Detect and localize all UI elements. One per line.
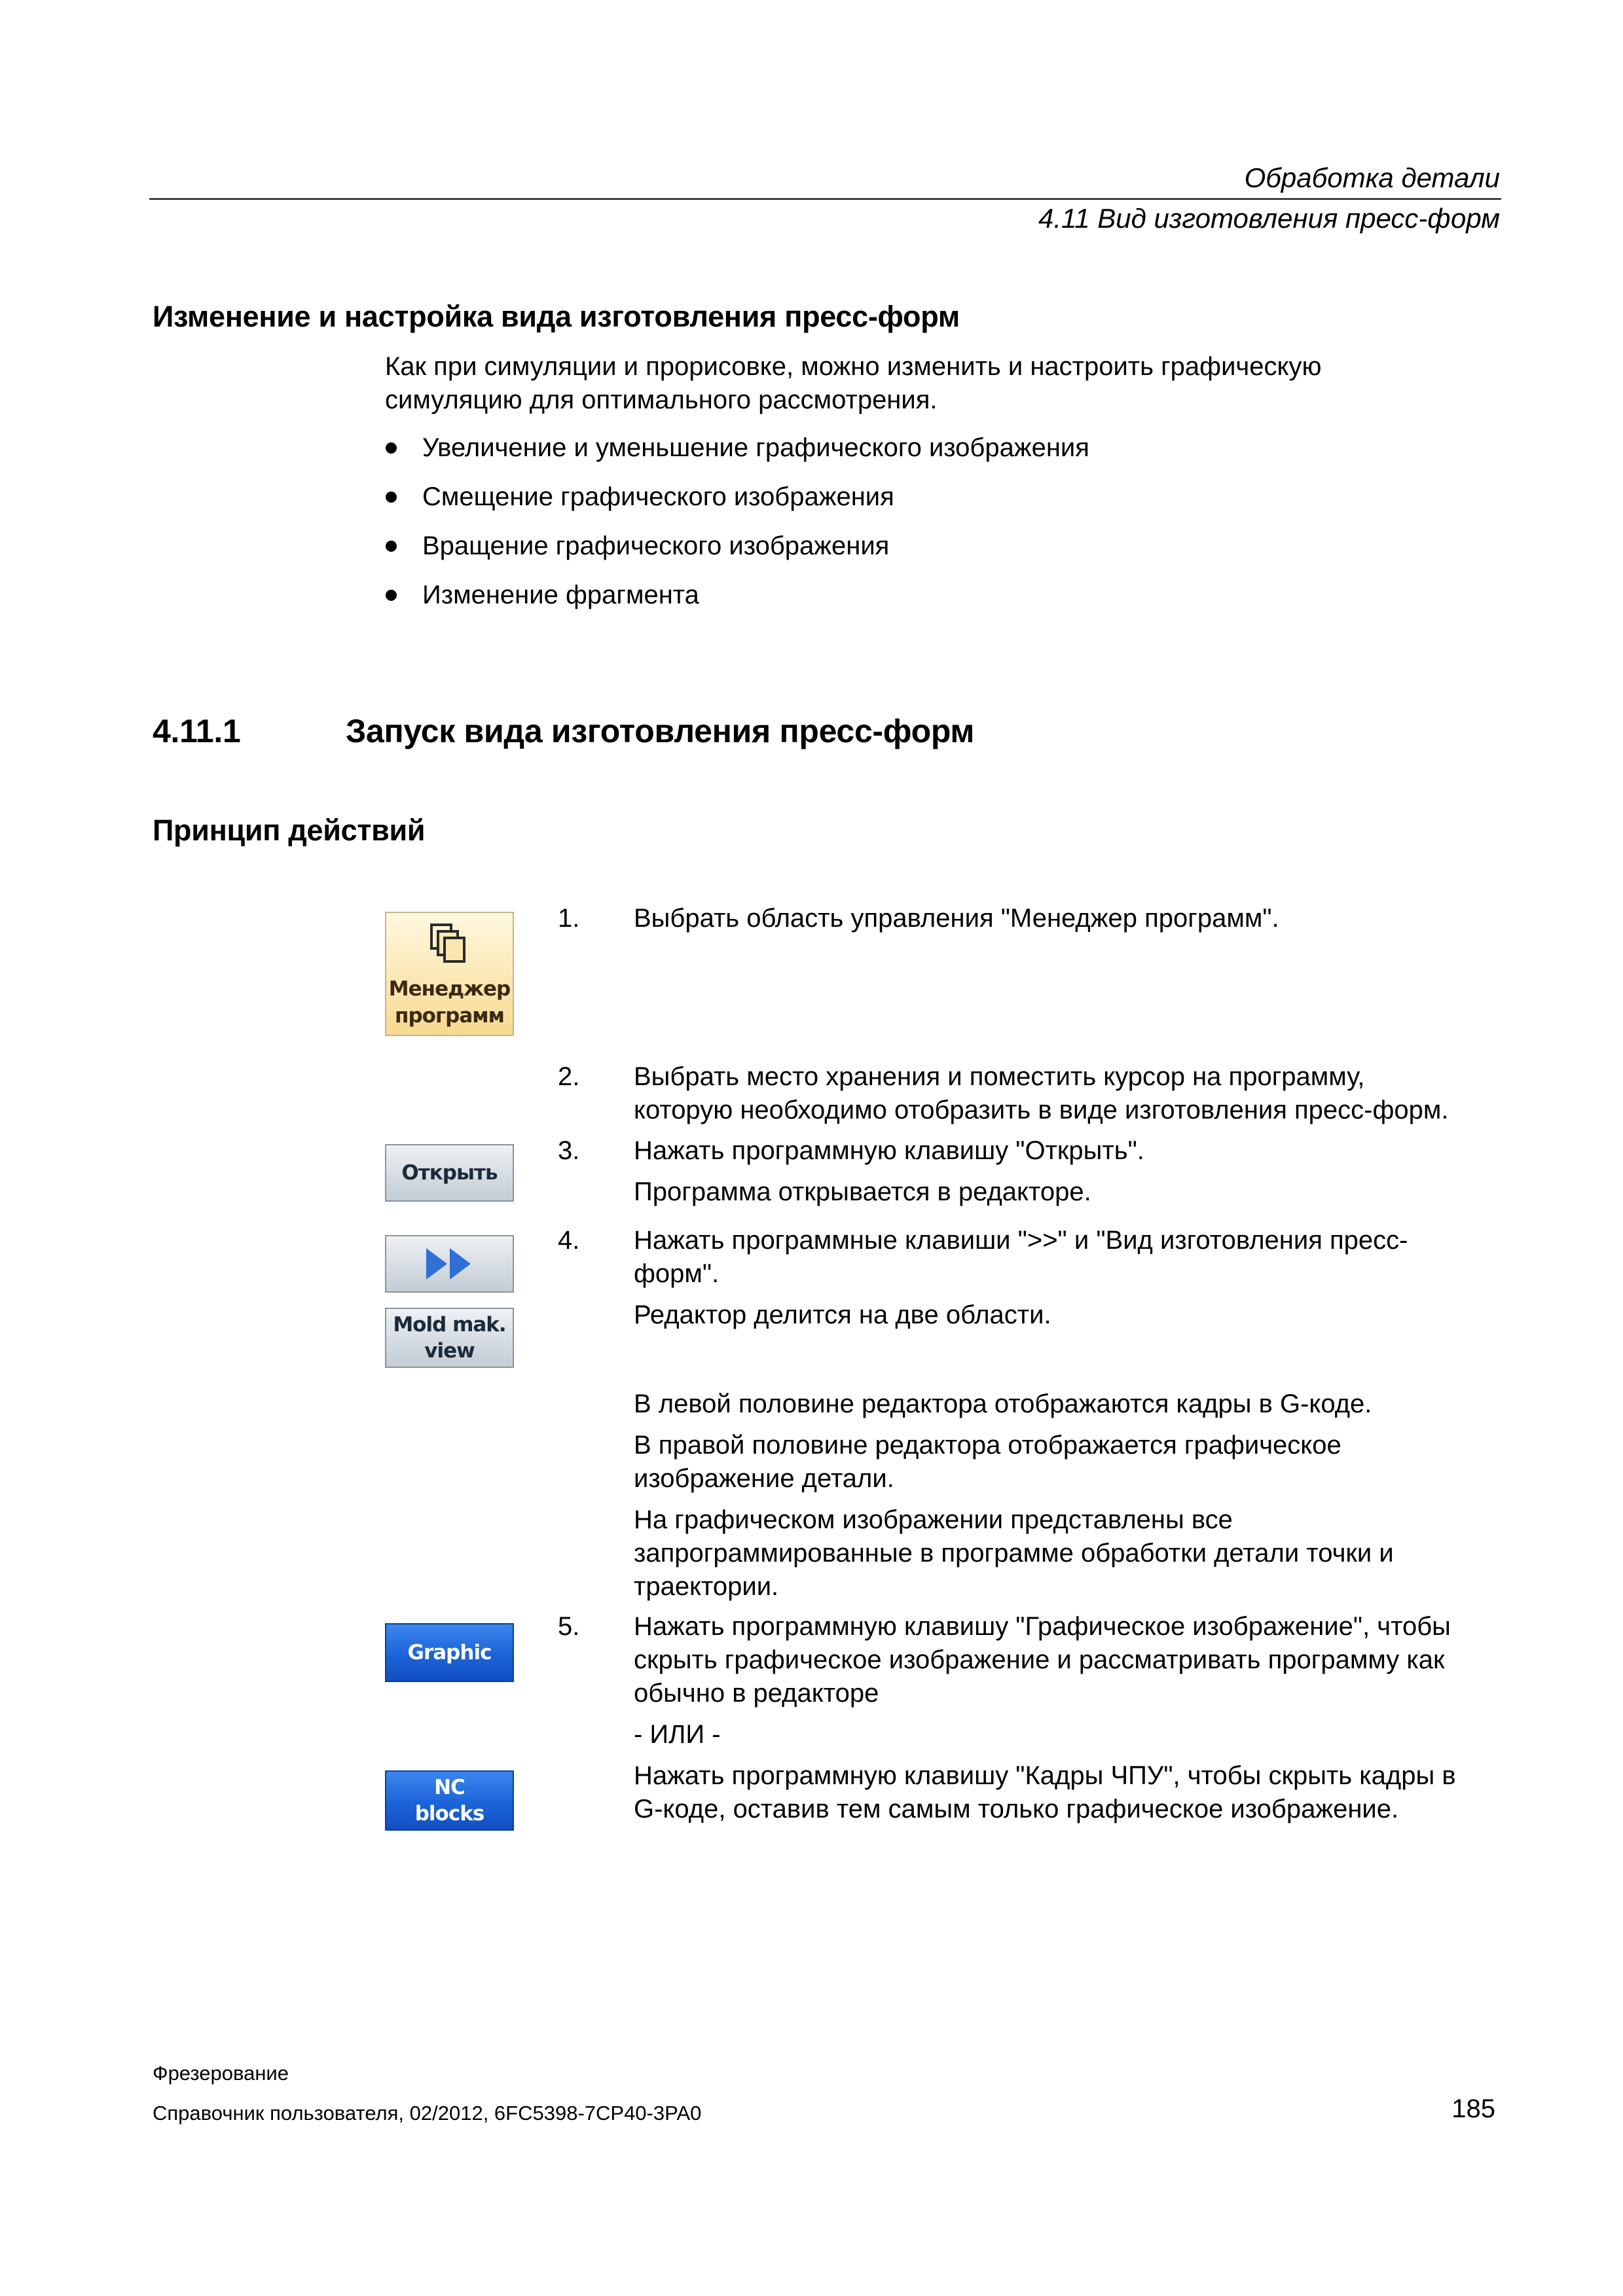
intro-paragraph-line: Как при симуляции и прорисовке, можно изменить и настроить графическую	[385, 352, 1322, 381]
step-number: 5.	[558, 1612, 580, 1641]
procedure-heading: Принцип действий	[153, 814, 426, 847]
step-number: 2.	[558, 1062, 580, 1091]
intro-paragraph	[385, 350, 1498, 417]
step-or: - ИЛИ -	[634, 1720, 721, 1749]
mold-making-label-line: view	[424, 1339, 475, 1363]
bullet-dot-icon	[386, 492, 397, 503]
bullet-item: Увеличение и уменьшение графического изображения	[422, 433, 1089, 462]
bullet-item: Смещение графического изображения	[422, 482, 894, 511]
graphic-softkey-label: Graphic	[407, 1641, 492, 1664]
step-line: В левой половине редактора отображаются кадры в G-коде.	[634, 1390, 1372, 1418]
step-text	[634, 1224, 1504, 1332]
nc-blocks-softkey[interactable]	[385, 1770, 514, 1831]
program-manager-label-line: Менеджер	[388, 977, 511, 1001]
mold-making-label-line: Mold mak.	[393, 1313, 506, 1336]
bullet-item: Вращение графического изображения	[422, 531, 890, 560]
section-number: 4.11.1	[153, 713, 241, 749]
program-manager-label-line: программ	[395, 1004, 504, 1028]
step-detail	[634, 1388, 1504, 1604]
intro-paragraph-line: симуляцию для оптимального рассмотрения.	[385, 386, 938, 414]
step-line: которую необходимо отобразить в виде изготовления пресс-форм.	[634, 1096, 1449, 1124]
step-line: скрыть графическое изображение и рассматривать программу как	[634, 1645, 1445, 1674]
intro-heading: Изменение и настройка вида изготовления пресс-форм	[153, 300, 960, 333]
footer-product: Фрезерование	[153, 2062, 289, 2085]
step-number: 4.	[558, 1226, 580, 1255]
step-line: Нажать программную клавишу "Открыть".	[634, 1136, 1144, 1165]
program-manager-softkey[interactable]	[385, 912, 514, 1036]
step-line: На графическом изображении представлены все	[634, 1505, 1233, 1534]
bullet-item: Изменение фрагмента	[422, 581, 699, 609]
step-line: изображение детали.	[634, 1464, 894, 1493]
graphic-softkey[interactable]	[385, 1623, 514, 1682]
step-line: запрограммированные в программе обработки детали точки и	[634, 1539, 1394, 1568]
bullet-dot-icon	[386, 590, 397, 601]
step-number: 1.	[558, 904, 580, 933]
bullet-dot-icon	[386, 541, 397, 552]
step-text	[634, 1610, 1504, 1826]
step-number: 3.	[558, 1136, 580, 1165]
step-line: Выбрать область управления "Менеджер программ".	[634, 904, 1279, 933]
open-softkey[interactable]	[385, 1144, 514, 1202]
header-section: 4.11 Вид изготовления пресс-форм	[1038, 203, 1500, 234]
step-text	[634, 902, 1504, 935]
nc-blocks-label-line: NC	[434, 1776, 465, 1799]
step-line: траектории.	[634, 1572, 779, 1601]
nc-blocks-label-line: blocks	[414, 1802, 484, 1825]
step-line: форм".	[634, 1259, 720, 1288]
header-rule	[149, 198, 1501, 200]
step-line: Выбрать место хранения и поместить курсор на программу,	[634, 1062, 1365, 1091]
bullet-dot-icon	[386, 442, 397, 454]
step-line: Нажать программную клавишу "Кадры ЧПУ", чтобы скрыть кадры в	[634, 1761, 1456, 1790]
step-text	[634, 1060, 1504, 1127]
step-line: Нажать программные клавиши ">>" и "Вид изготовления пресс-	[634, 1226, 1408, 1255]
step-line: G-коде, оставив тем самым только графическое изображение.	[634, 1795, 1399, 1823]
step-line: В правой половине редактора отображается графическое	[634, 1431, 1341, 1460]
mold-making-view-softkey[interactable]	[385, 1308, 514, 1368]
step-result: Редактор делится на две области.	[634, 1300, 1051, 1329]
header-chapter: Обработка детали	[1244, 162, 1500, 193]
step-text	[634, 1134, 1504, 1209]
footer-manual: Справочник пользователя, 02/2012, 6FC5398-7CP40-3PA0	[153, 2102, 702, 2125]
step-line: Нажать программную клавишу "Графическое изображение", чтобы	[634, 1612, 1451, 1641]
open-softkey-label: Открыть	[401, 1161, 498, 1185]
step-result: Программа открывается в редакторе.	[634, 1177, 1091, 1206]
page-number: 185	[1451, 2094, 1495, 2123]
double-right-arrow-icon	[424, 1246, 476, 1282]
section-title: Запуск вида изготовления пресс-форм	[346, 713, 975, 749]
next-softkey[interactable]	[385, 1235, 514, 1293]
step-line: обычно в редакторе	[634, 1679, 879, 1708]
stacked-documents-icon	[428, 922, 473, 968]
